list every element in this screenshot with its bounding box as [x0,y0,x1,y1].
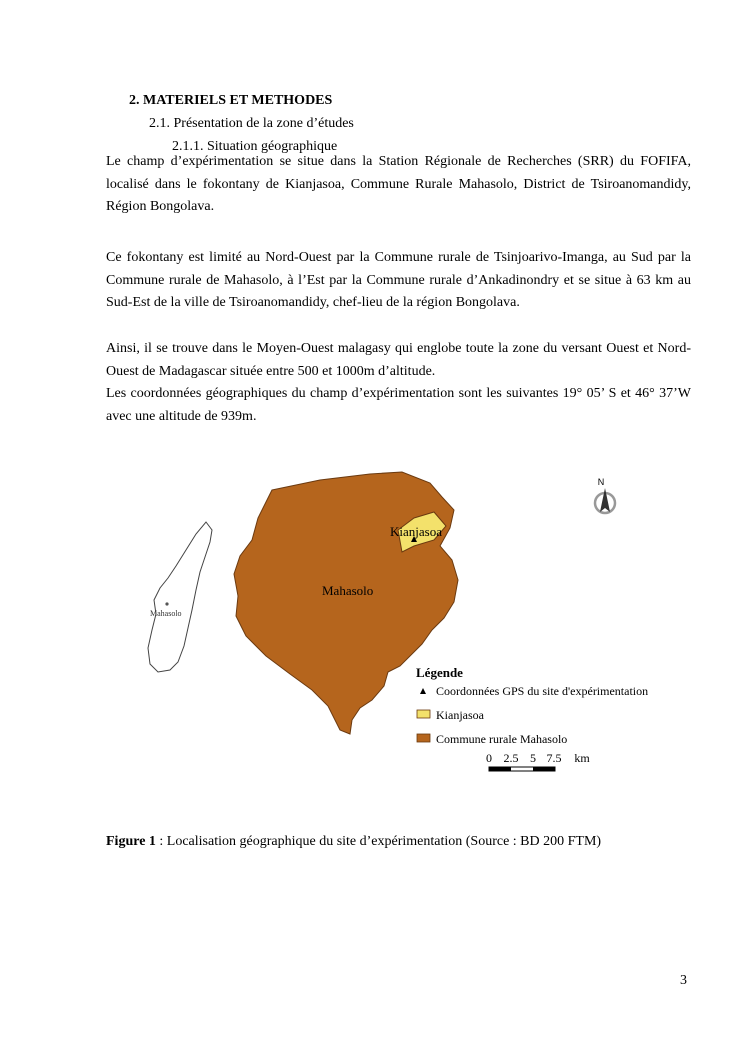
section-heading: 2. MATERIELS ET METHODES [129,93,333,108]
scale-label-5: 5 [530,751,536,765]
kianjasoa-label: Kianjasoa [390,524,442,539]
mahasolo-label: Mahasolo [322,583,374,598]
figure-caption-text: : Localisation géographique du site d’expérimentation (Source : BD 200 FTM) [155,834,602,849]
commune-mahasolo-area [234,472,458,734]
paragraph-3: Ainsi, il se trouve dans le Moyen-Ouest malagasy qui englobe toute la zone du versant Ouest et Nord-Ouest de Madagascar située entre 500 et 1000m d’altitude. [106,341,691,379]
map-legend [416,665,648,746]
paragraph-2: Ce fokontany est limité au Nord-Ouest par la Commune rurale de Tsinjoarivo-Imanga, au Sud par la Commune rurale de Mahasolo, à l’Est par la Commune rurale d’Ankadinondry et se situe à 63 km au Sud-Est de la ville de Tsiroanomandidy, chef-lieu de la région Bongolava. [106,250,691,310]
scale-bar [486,751,590,771]
inset-label: Mahasolo [150,609,182,618]
figure-caption-label: Figure 1 [106,834,156,849]
legend-title: Légende [416,665,463,680]
madagascar-inset [148,522,212,672]
page-number: 3 [680,973,687,988]
location-map [140,450,649,780]
scale-label-2-5: 2.5 [503,751,519,765]
legend-item-gps: Coordonnées GPS du site d'expérimentation [436,684,649,698]
legend-item-commune: Commune rurale Mahasolo [436,732,568,746]
figure-caption [106,834,601,850]
scale-label-km: km [574,751,590,765]
paragraph-1: Le champ d’expérimentation se situe dans la Station Régionale de Recherches (SRR) du FOFIFA, localisé dans le fokontany de Kianjasoa, Commune Rurale Mahasolo, District de Tsiroanomandidy, Région Bongolava. [106,154,691,214]
scale-label-7-5: 7.5 [546,751,562,765]
north-label: N [597,477,605,487]
inset-site-dot [165,602,168,605]
north-arrow-icon [595,477,615,513]
legend-item-kianjasoa: Kianjasoa [436,708,484,722]
legend-kianjasoa-swatch [417,710,430,718]
legend-commune-swatch [417,734,430,742]
legend-gps-symbol [420,688,426,694]
paragraph-4: Les coordonnées géographiques du champ d’expérimentation sont les suivantes 19° 05’ S et 46° 37’W avec une altitude de 939m. [106,386,691,424]
subsubsection-heading: 2.1.1. Situation géographique [172,139,338,154]
subsection-heading: 2.1. Présentation de la zone d’études [149,116,354,131]
scale-label-0: 0 [486,751,492,765]
